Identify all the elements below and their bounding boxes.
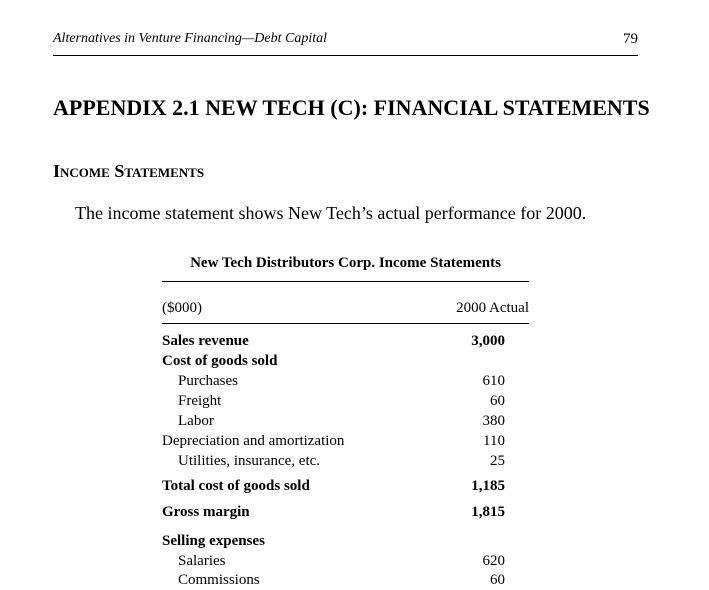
row-label: Gross margin bbox=[162, 504, 250, 520]
row-label: Sales revenue bbox=[162, 333, 249, 349]
row-label: Labor bbox=[178, 413, 214, 429]
table-row bbox=[162, 551, 529, 571]
running-head bbox=[53, 31, 638, 51]
header-divider bbox=[53, 55, 638, 56]
row-value: 110 bbox=[483, 433, 505, 449]
table-row bbox=[162, 531, 529, 551]
table-row bbox=[162, 371, 529, 391]
row-value: 3,000 bbox=[471, 333, 505, 349]
appendix-title: APPENDIX 2.1 NEW TECH (C): FINANCIAL STATEMENTS bbox=[53, 95, 650, 120]
table-row bbox=[162, 502, 529, 522]
table-row bbox=[162, 331, 529, 351]
running-head-title: Alternatives in Venture Financing—Debt Capital bbox=[53, 31, 327, 46]
row-value: 610 bbox=[482, 373, 505, 389]
table-top-rule bbox=[162, 281, 529, 282]
table-header-rule bbox=[162, 323, 529, 324]
row-value: 60 bbox=[490, 572, 505, 588]
row-label: Commissions bbox=[178, 572, 260, 588]
section-heading: Income Statements bbox=[53, 161, 205, 181]
page-number: 79 bbox=[623, 31, 638, 47]
table-row bbox=[162, 451, 529, 471]
table-row bbox=[162, 476, 529, 496]
table-row bbox=[162, 391, 529, 411]
row-label: Cost of goods sold bbox=[162, 353, 278, 369]
row-label: Freight bbox=[178, 393, 222, 409]
table-title: New Tech Distributors Corp. Income Statements bbox=[190, 255, 501, 271]
intro-paragraph: The income statement shows New Tech’s actual performance for 2000. bbox=[75, 203, 587, 223]
row-value: 60 bbox=[490, 393, 505, 409]
row-value: 620 bbox=[482, 553, 505, 569]
table-row bbox=[162, 411, 529, 431]
table-row bbox=[162, 570, 529, 590]
table-row bbox=[162, 431, 529, 451]
row-label: Utilities, insurance, etc. bbox=[178, 453, 321, 469]
row-label: Selling expenses bbox=[162, 533, 265, 549]
column-header-units: ($000) bbox=[162, 300, 202, 316]
row-label: Purchases bbox=[178, 373, 238, 389]
row-value: 1,815 bbox=[471, 504, 505, 520]
column-header-year: 2000 Actual bbox=[456, 300, 529, 316]
row-label: Salaries bbox=[178, 553, 226, 569]
table-row bbox=[162, 351, 529, 371]
row-value: 1,185 bbox=[471, 478, 505, 494]
row-value: 380 bbox=[482, 413, 505, 429]
row-label: Depreciation and amortization bbox=[162, 433, 345, 449]
row-value: 25 bbox=[490, 453, 505, 469]
row-label: Total cost of goods sold bbox=[162, 478, 310, 494]
